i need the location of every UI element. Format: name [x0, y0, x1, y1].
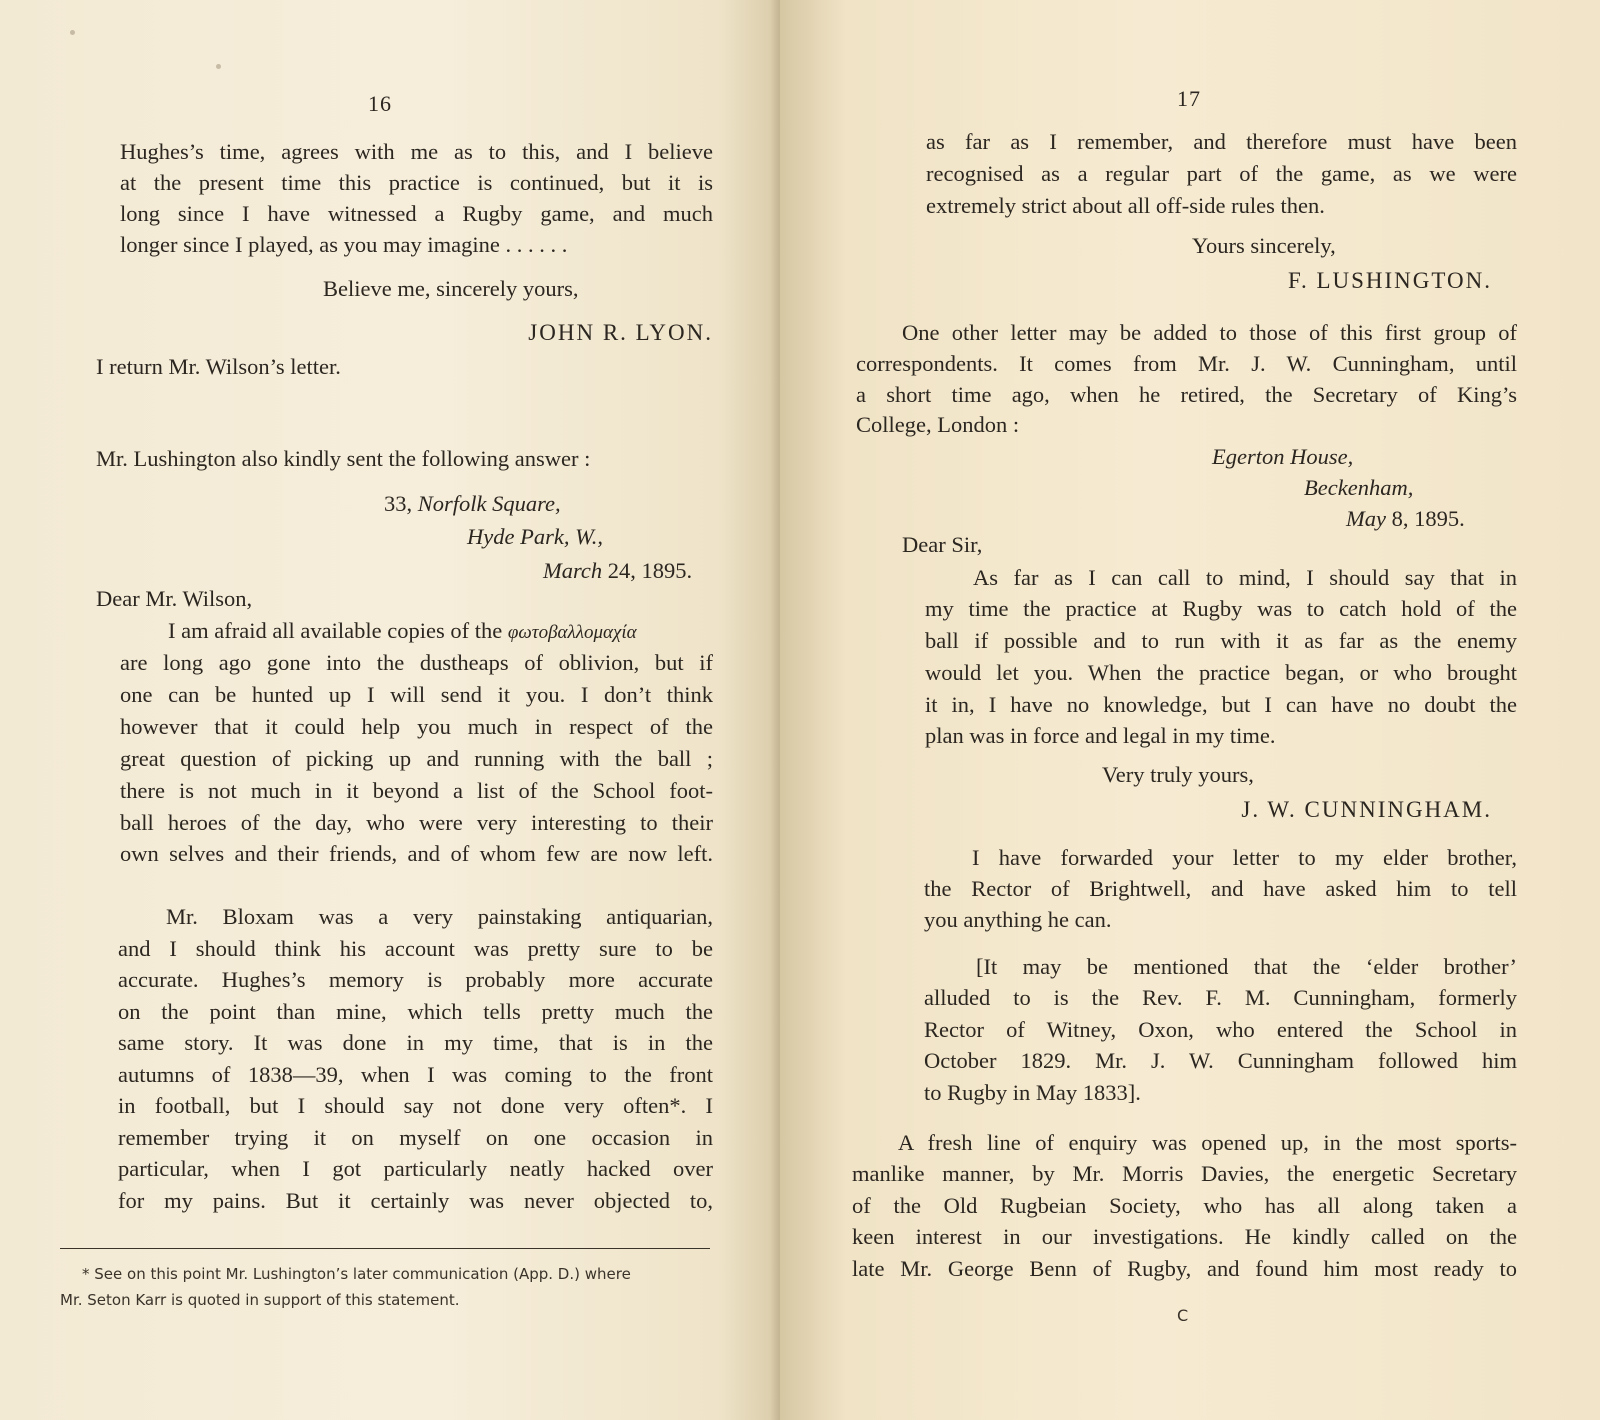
text-line: I have forwarded your letter to my elder brother, [972, 845, 1517, 870]
text-line: a short time ago, when he retired, the Secretary of King’s [856, 382, 1517, 407]
text-line: would let you. When the practice began, or who brought [925, 660, 1517, 685]
text-line: same story. It was done in my time, that is in the [118, 1030, 713, 1055]
page-number: 17 [1177, 86, 1201, 111]
text-line: late Mr. George Benn of Rugby, and found him most ready to [852, 1256, 1517, 1281]
intro-line: Mr. Lushington also kindly sent the following answer : [96, 446, 591, 471]
text-line: it in, I have no knowledge, but I can have no doubt the [925, 692, 1517, 717]
text-line: in football, but I should say not done very often*. I [118, 1093, 713, 1118]
text-line: keen interest in our investigations. He kindly called on the [852, 1224, 1517, 1249]
text-line: however that it could help you much in respect of the [120, 714, 713, 739]
text-line: particular, when I got particularly neatly hacked over [118, 1156, 713, 1181]
text-run: I am afraid all available copies of the [168, 618, 503, 643]
date-rest: 8, 1895. [1391, 506, 1465, 531]
text-line: ball heroes of the day, who were very interesting to their [120, 810, 713, 835]
footnote-line: Mr. Seton Karr is quoted in support of this statement. [60, 1291, 460, 1309]
text-line: plan was in force and legal in my time. [925, 723, 1276, 748]
salutation: Dear Sir, [902, 532, 983, 557]
date-month: May [1346, 506, 1386, 531]
text-line: the Rector of Brightwell, and have asked him to tell [924, 876, 1517, 901]
text-line: A fresh line of enquiry was opened up, in the most sports- [898, 1130, 1517, 1155]
text-line: and I should think his account was pretty sure to be [118, 936, 713, 961]
letter-closing: Very truly yours, [1102, 762, 1254, 787]
text-line: own selves and their friends, and of whom few are now left. [120, 841, 713, 866]
left-page [0, 0, 780, 1420]
text-line: of the Old Rugbeian Society, who has all along taken a [852, 1193, 1517, 1218]
letter-date [1346, 508, 1465, 531]
text-line: autumns of 1838—39, when I was coming to the front [118, 1062, 713, 1087]
postscript: I return Mr. Wilson’s letter. [96, 354, 341, 379]
footnote-rule [60, 1248, 710, 1249]
text-line [168, 620, 637, 643]
salutation: Dear Mr. Wilson, [96, 586, 253, 611]
address-house: Egerton House, [1212, 444, 1354, 469]
text-line: my time the practice at Rugby was to catch hold of the [925, 596, 1517, 621]
text-line: remember trying it on myself on one occasion in [118, 1125, 713, 1150]
letter-date [543, 560, 692, 583]
address-street: Norfolk Square, [417, 491, 561, 516]
text-line: great question of picking up and running with the ball ; [120, 746, 713, 771]
text-line: you anything he can. [924, 907, 1112, 932]
paper-speck [70, 30, 75, 35]
address-town: Beckenham, [1304, 475, 1414, 500]
text-line: to Rugby in May 1833]. [924, 1080, 1141, 1105]
greek-word: φωτοβαλλομαχία [507, 622, 637, 643]
letter-closing: Yours sincerely, [1192, 233, 1336, 258]
text-line: one can be hunted up I will send it you. I don’t think [120, 682, 713, 707]
letter-address [384, 493, 561, 516]
letter-signature: JOHN R. LYON. [528, 320, 713, 345]
text-line: As far as I can call to mind, I should say that in [973, 565, 1517, 590]
text-line: correspondents. It comes from Mr. J. W. Cunningham, until [856, 351, 1517, 376]
signature-mark: C [1177, 1306, 1189, 1325]
page-number: 16 [368, 91, 392, 116]
text-line: manlike manner, by Mr. Morris Davies, the energetic Secretary [852, 1161, 1517, 1186]
text-line: as far as I remember, and therefore must have been [926, 129, 1517, 154]
date-rest: 24, 1895. [607, 558, 693, 583]
footnote-line: * See on this point Mr. Lushington’s later communication (App. D.) where [82, 1265, 631, 1283]
address-area: Hyde Park, W., [467, 524, 604, 549]
text-line: October 1829. Mr. J. W. Cunningham followed him [924, 1048, 1517, 1073]
text-line: alluded to is the Rev. F. M. Cunningham, formerly [924, 985, 1517, 1010]
letter-closing: Believe me, sincerely yours, [323, 276, 579, 301]
text-line: on the point than mine, which tells pretty much the [118, 999, 713, 1024]
paper-speck [216, 64, 221, 69]
text-line: there is not much in it beyond a list of the School foot- [120, 778, 713, 803]
letter-signature: J. W. CUNNINGHAM. [1241, 797, 1492, 822]
text-line: extremely strict about all off-side rules then. [926, 193, 1325, 218]
date-month: March [543, 558, 603, 583]
address-number: 33, [384, 491, 413, 516]
text-line: Mr. Bloxam was a very painstaking antiquarian, [166, 904, 713, 929]
text-line: ball if possible and to run with it as far as the enemy [925, 628, 1517, 653]
text-line: One other letter may be added to those of this first group of [902, 320, 1517, 345]
text-line: recognised as a regular part of the game, as we were [926, 161, 1517, 186]
right-page [780, 0, 1600, 1420]
text-line: [It may be mentioned that the ‘elder brother’ [976, 954, 1517, 979]
text-line: at the present time this practice is continued, but it is [120, 170, 713, 195]
text-line: longer since I played, as you may imagine . . . . . . [120, 232, 568, 257]
text-line: College, London : [856, 412, 1020, 437]
text-line: are long ago gone into the dustheaps of oblivion, but if [120, 650, 713, 675]
text-line: long since I have witnessed a Rugby game, and much [120, 201, 713, 226]
text-line: for my pains. But it certainly was never objected to, [118, 1188, 713, 1213]
letter-signature: F. LUSHINGTON. [1288, 268, 1492, 293]
text-line: Rector of Witney, Oxon, who entered the School in [924, 1017, 1517, 1042]
text-line: accurate. Hughes’s memory is probably more accurate [118, 967, 713, 992]
text-line: Hughes’s time, agrees with me as to this, and I believe [120, 139, 713, 164]
